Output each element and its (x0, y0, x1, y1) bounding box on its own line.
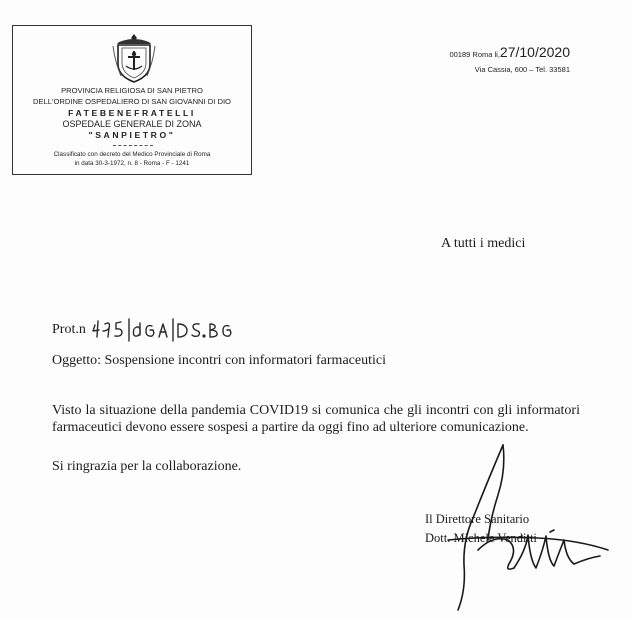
subject-line: Oggetto: Sospensione incontri con informatori farmaceutici (52, 353, 386, 368)
letter-date: 27/10/2020 (499, 44, 570, 60)
letterhead-hospital-name: "SANPIETRO" (88, 130, 176, 140)
recipient: A tutti i medici (441, 236, 526, 251)
letterhead-divider (113, 145, 153, 146)
address-block (449, 44, 570, 74)
letter-body (52, 402, 580, 436)
letterhead (12, 25, 252, 175)
letterhead-classification: Classificato con decreto del Medico Provinciale di Roma (53, 151, 211, 158)
letterhead-name: FATEBENEFRATELLI (68, 108, 196, 118)
body-paragraph: Visto la situazione della pandemia COVID19 si comunica che gli incontri con gli informatori farmaceutici devono essere sospesi a partire da oggi fino ad ulteriore comunicazione. (52, 403, 580, 435)
thanks-line: Si ringrazia per la collaborazione. (52, 459, 242, 474)
letterhead-hospital-type: OSPEDALE GENERALE DI ZONA (62, 119, 202, 129)
signature-block (425, 510, 537, 548)
signatory-name: Dott. Michele Venditti (425, 531, 537, 545)
protocol-handwritten-number (91, 315, 251, 345)
hospital-crest-icon (111, 32, 157, 84)
signatory-title: Il Direttore Sanitario (425, 512, 530, 526)
protocol-label: Prot.n (52, 322, 86, 337)
letterhead-classification-date: in data 30-3-1972, n. 8 - Roma - F - 1241 (74, 160, 190, 167)
letterhead-province: PROVINCIA RELIGIOSA DI SAN PIETRO (61, 86, 203, 95)
protocol-line (52, 315, 251, 345)
address-street: Via Cassia, 600 – Tel. 33581 (474, 65, 570, 74)
address-place: 00189 Roma li, (449, 50, 500, 59)
letterhead-order: DELL'ORDINE OSPEDALIERO DI SAN GIOVANNI DI DIO (33, 97, 231, 106)
